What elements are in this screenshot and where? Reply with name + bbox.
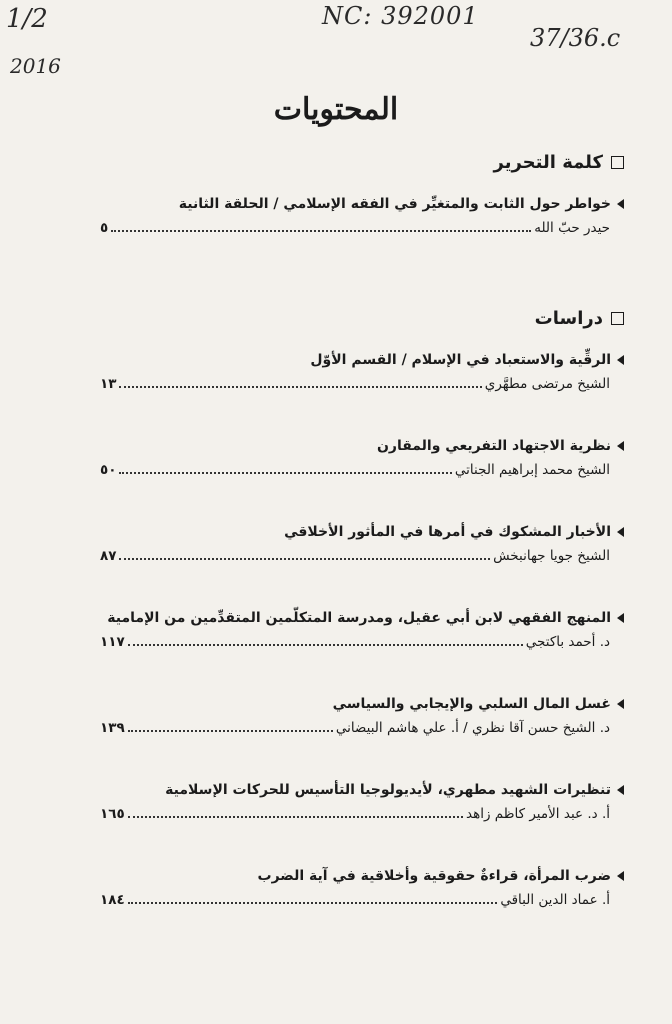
triangle-bullet-icon <box>617 785 624 795</box>
entry-author-row <box>100 220 610 236</box>
page-title: المحتويات <box>273 92 399 127</box>
triangle-bullet-icon <box>617 613 624 623</box>
section-heading-label: دراسات <box>534 308 603 329</box>
entry-title-row <box>100 696 624 712</box>
leader-dots <box>119 558 490 560</box>
handwritten-accession-number: NC: 392001 <box>322 2 479 30</box>
entry-author: الشيخ محمد إبراهيم الجناتي <box>454 462 610 478</box>
entry-page-number: ٥٠ <box>100 462 117 478</box>
toc-entry[interactable] <box>100 868 624 908</box>
page-title-container <box>0 92 672 127</box>
entry-title-row <box>100 196 624 212</box>
toc-entry[interactable] <box>100 782 624 822</box>
section-studies <box>40 308 624 329</box>
entry-title: خواطر حول الثابت والمتغيِّر في الفقه الإسلامي / الحلقة الثانية <box>178 196 611 212</box>
entry-title: نظرية الاجتهاد التفريعي والمقارن <box>376 438 611 454</box>
entry-author-row <box>100 892 610 908</box>
toc-entry[interactable] <box>100 696 624 736</box>
entry-title-row <box>100 868 624 884</box>
section-editorial <box>40 152 624 173</box>
entry-author: حيدر حبّ الله <box>534 220 610 236</box>
entry-author-row <box>100 806 610 822</box>
handwritten-fraction: 1/2 <box>6 4 48 34</box>
section-heading <box>40 152 624 173</box>
triangle-bullet-icon <box>617 355 624 365</box>
section-heading <box>40 308 624 329</box>
triangle-bullet-icon <box>617 699 624 709</box>
triangle-bullet-icon <box>617 199 624 209</box>
entry-author-row <box>100 634 610 650</box>
entry-author: أ. عماد الدين الباقي <box>500 892 610 908</box>
toc-entry[interactable] <box>100 610 624 650</box>
section-heading-label: كلمة التحرير <box>493 152 603 173</box>
entry-author-row <box>100 462 610 478</box>
entry-title: الأخبار المشكوك في أمرها في المأثور الأخلاقي <box>284 524 611 540</box>
toc-entry[interactable] <box>100 438 624 478</box>
entry-page-number: ١٦٥ <box>100 806 125 822</box>
entry-page-number: ٨٧ <box>100 548 117 564</box>
entry-title-row <box>100 782 624 798</box>
triangle-bullet-icon <box>617 527 624 537</box>
triangle-bullet-icon <box>617 871 624 881</box>
leader-dots <box>128 730 333 732</box>
entry-title-row <box>100 352 624 368</box>
entry-title-row <box>100 524 624 540</box>
entry-page-number: ١٣ <box>100 376 117 392</box>
leader-dots <box>128 816 463 818</box>
entry-author: الشيخ مرتضى مطهَّري <box>484 376 610 392</box>
entry-author: د. الشيخ حسن آقا نظري / أ. علي هاشم البيضاني <box>335 720 610 736</box>
entry-title: الرقِّية والاستعباد في الإسلام / القسم الأوّل <box>310 352 611 368</box>
entry-title-row <box>100 438 624 454</box>
entry-title: المنهج الفقهي لابن أبي عقيل، ومدرسة المتكلّمين المتقدِّمين من الإمامية <box>107 610 611 626</box>
entry-author: أ. د. عبد الأمير كاظم زاهد <box>466 806 610 822</box>
entry-author-row <box>100 376 610 392</box>
toc-entry[interactable] <box>100 524 624 564</box>
toc-entry[interactable] <box>100 352 624 392</box>
leader-dots <box>128 644 523 646</box>
toc-entry[interactable] <box>100 196 624 236</box>
checkbox-square-icon <box>611 312 624 325</box>
entry-title-row <box>100 610 624 626</box>
entry-page-number: ١٣٩ <box>100 720 125 736</box>
entry-title: غسل المال السلبي والإيجابي والسياسي <box>332 696 611 712</box>
entry-page-number: ١٨٤ <box>100 892 125 908</box>
entry-author: د. أحمد باكتجي <box>525 634 610 650</box>
entry-page-number: ١١٧ <box>100 634 125 650</box>
entry-title: ضرب المرأة، قراءةٌ حقوقية وأخلاقية في آية الضرب <box>257 868 611 884</box>
leader-dots <box>111 230 531 232</box>
handwritten-year: 2016 <box>10 54 61 78</box>
leader-dots <box>128 902 498 904</box>
entry-author-row <box>100 720 610 736</box>
handwritten-shelf-mark: 37/36.c <box>530 24 621 52</box>
leader-dots <box>119 472 451 474</box>
triangle-bullet-icon <box>617 441 624 451</box>
checkbox-square-icon <box>611 156 624 169</box>
entry-author: الشيخ جويا جهانبخش <box>493 548 610 564</box>
entry-author-row <box>100 548 610 564</box>
entry-page-number: ٥ <box>100 220 109 236</box>
entry-title: تنظيرات الشهيد مطهري، لأيديولوجيا التأسيس للحركات الإسلامية <box>165 782 611 798</box>
leader-dots <box>119 386 481 388</box>
